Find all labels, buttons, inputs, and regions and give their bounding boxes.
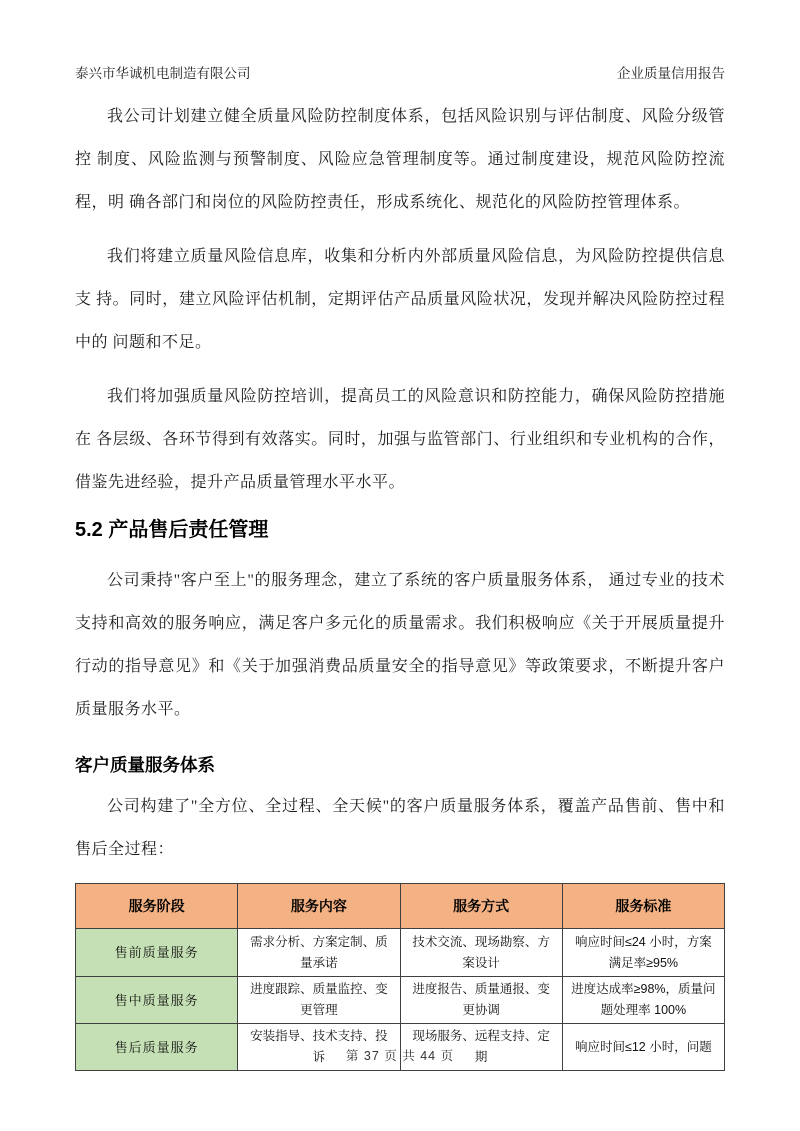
section-heading-5-2: 5.2 产品售后责任管理 xyxy=(75,519,269,541)
table-cell-content: 需求分析、方案定制、质量承诺 xyxy=(238,929,400,977)
table-cell-standard: 进度达成率≥98%，质量问题处理率 100% xyxy=(562,977,724,1024)
table-cell-method: 技术交流、现场勘察、方案设计 xyxy=(400,929,562,977)
paragraph-risk-training: 我们将加强质量风险防控培训，提高员工的风险意识和防控能力，确保风险防控措施在 各层级、各环节得到有效落实。同时，加强与监管部门、行业组织和专业机构的合作，借鉴先进经验，提升产品质量管理水平水平。 xyxy=(75,388,725,491)
running-header xyxy=(75,0,725,82)
table-header-row xyxy=(76,884,725,929)
table-cell-content: 进度跟踪、质量监控、变更管理 xyxy=(238,977,400,1024)
table-row-midsale xyxy=(76,977,725,1024)
table-row-presale xyxy=(76,929,725,977)
table-cell-method: 进度报告、质量通报、变更协调 xyxy=(400,977,562,1024)
table-header-cell-standard: 服务标准 xyxy=(562,884,724,929)
paragraph-risk-info-database: 我们将建立质量风险信息库，收集和分析内外部质量风险信息，为风险防控提供信息支 持。同时，建立风险评估机制，定期评估产品质量风险状况，发现并解决风险防控过程中的 问题和不足。 xyxy=(75,248,725,351)
table-header-cell-content: 服务内容 xyxy=(238,884,400,929)
body-block xyxy=(75,95,725,1071)
header-report-title: 企业质量信用报告 xyxy=(617,66,725,81)
page-footer xyxy=(0,1046,800,1064)
table-header-cell-stage: 服务阶段 xyxy=(76,884,238,929)
subsection-heading-service-system: 客户质量服务体系 xyxy=(75,755,215,775)
table-cell-stage: 售后质量服务 xyxy=(76,1024,238,1071)
table-cell-stage: 售前质量服务 xyxy=(76,929,238,977)
paragraph-service-system-intro: 公司构建了"全方位、全过程、全天候"的客户质量服务体系，覆盖产品售前、售中和售后全过程： xyxy=(75,798,725,858)
table-cell-standard: 响应时间≤12 小时，问题 xyxy=(562,1024,724,1071)
table-header-cell-method: 服务方式 xyxy=(400,884,562,929)
table-cell-content: 安装指导、技术支持、投诉 xyxy=(238,1024,400,1071)
paragraph-risk-control-system: 我公司计划建立健全质量风险防控制度体系，包括风险识别与评估制度、风险分级管控 制度、风险监测与预警制度、风险应急管理制度等。通过制度建设，规范风险防控流程，明 确各部门和岗位的风险防控责任，形成系统化、规范化的风险防控管理体系。 xyxy=(75,108,725,211)
paragraph-customer-service-concept: 公司秉持"客户至上"的服务理念，建立了系统的客户质量服务体系， 通过专业的技术支持和高效的服务响应，满足客户多元化的质量需求。我们积极响应《关于开展质量提升行动的指导意见》和《关于加强消费品质量安全的指导意见》等政策要求，不断提升客户质量服务水平。 xyxy=(75,572,725,718)
table-cell-standard: 响应时间≤24 小时，方案满足率≥95% xyxy=(562,929,724,977)
page-content xyxy=(75,0,725,1071)
page-number-text: 第 37 页 共 44 页 xyxy=(345,1049,455,1063)
table-cell-method: 现场服务、远程支持、定期 xyxy=(400,1024,562,1071)
header-company-name: 泰兴市华诚机电制造有限公司 xyxy=(75,66,251,81)
table-cell-stage: 售中质量服务 xyxy=(76,977,238,1024)
service-quality-table xyxy=(75,883,725,1071)
